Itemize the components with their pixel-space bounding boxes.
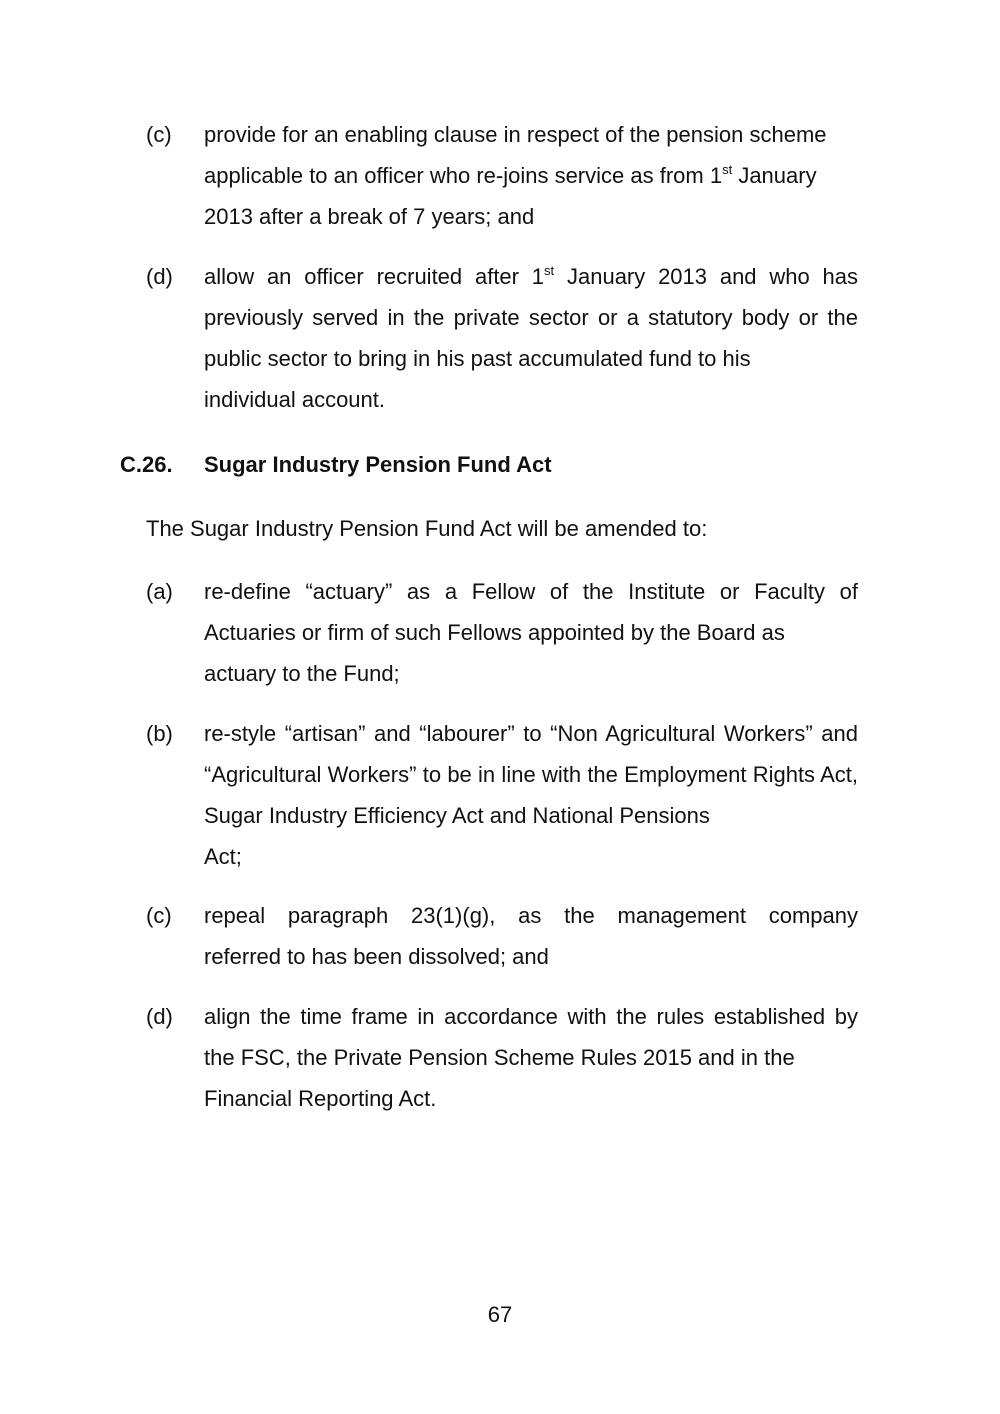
item-line: Financial Reporting Act. [204, 1086, 437, 1111]
superscript: st [722, 162, 733, 177]
item-label: (a) [146, 579, 173, 604]
superscript: st [544, 263, 555, 278]
item-line: individual account. [204, 387, 386, 412]
list-item-c [146, 895, 858, 977]
section-number: C.26. [120, 452, 173, 477]
item-line: Act; [204, 844, 242, 869]
item-line-part: applicable to an officer who re-joins service as from 1 [204, 163, 723, 188]
item-text [204, 895, 858, 977]
item-label: (c) [146, 122, 172, 147]
item-label: (b) [146, 721, 173, 746]
item-line [204, 256, 858, 297]
item-line: repeal paragraph 23(1)(g), as the management company [204, 903, 858, 928]
item-line [204, 155, 858, 196]
item-line-part: January [732, 163, 817, 188]
item-line-part: allow an officer recruited after 1 [204, 264, 545, 289]
item-line: align the time frame in accordance with the rules established by the FSC, the Private Pension Scheme Rules 2015 and in the [204, 1004, 858, 1070]
item-label: (d) [146, 264, 173, 289]
list-item-c-top [146, 114, 858, 237]
section-title: Sugar Industry Pension Fund Act [204, 452, 552, 477]
item-line: provide for an enabling clause in respect of the pension scheme [204, 122, 827, 147]
item-line: re-define “actuary” as a Fellow of the Institute or Faculty of Actuaries or firm of such Fellows appointed by the Board as [204, 579, 858, 645]
item-text [204, 571, 858, 694]
item-line: actuary to the Fund; [204, 661, 400, 686]
item-line: referred to has been dissolved; and [204, 944, 549, 969]
item-line: re-style “artisan” and “labourer” to “Non Agricultural Workers” and “Agricultural Workers” to be in line with the Employment Rights Act, Sugar Industry Efficiency Act and National Pensions [204, 721, 858, 828]
item-text [204, 996, 858, 1119]
item-line: previously served in the private sector or a statutory body or the public sector to bring in his past accumulated fund to his [204, 305, 858, 371]
item-label: (d) [146, 1004, 173, 1029]
list-item-b [146, 713, 858, 877]
item-line: 2013 after a break of 7 years; and [204, 204, 535, 229]
section-intro: The Sugar Industry Pension Fund Act will be amended to: [146, 516, 708, 541]
list-item-a [146, 571, 858, 694]
item-text [204, 114, 858, 237]
item-text [204, 713, 858, 877]
list-item-d-top [146, 256, 858, 420]
item-text [204, 256, 858, 420]
item-label: (c) [146, 903, 172, 928]
item-line-part: January 2013 and who has [554, 264, 858, 289]
page-number: 67 [487, 1302, 513, 1327]
list-item-d [146, 996, 858, 1119]
section-heading [120, 444, 860, 485]
